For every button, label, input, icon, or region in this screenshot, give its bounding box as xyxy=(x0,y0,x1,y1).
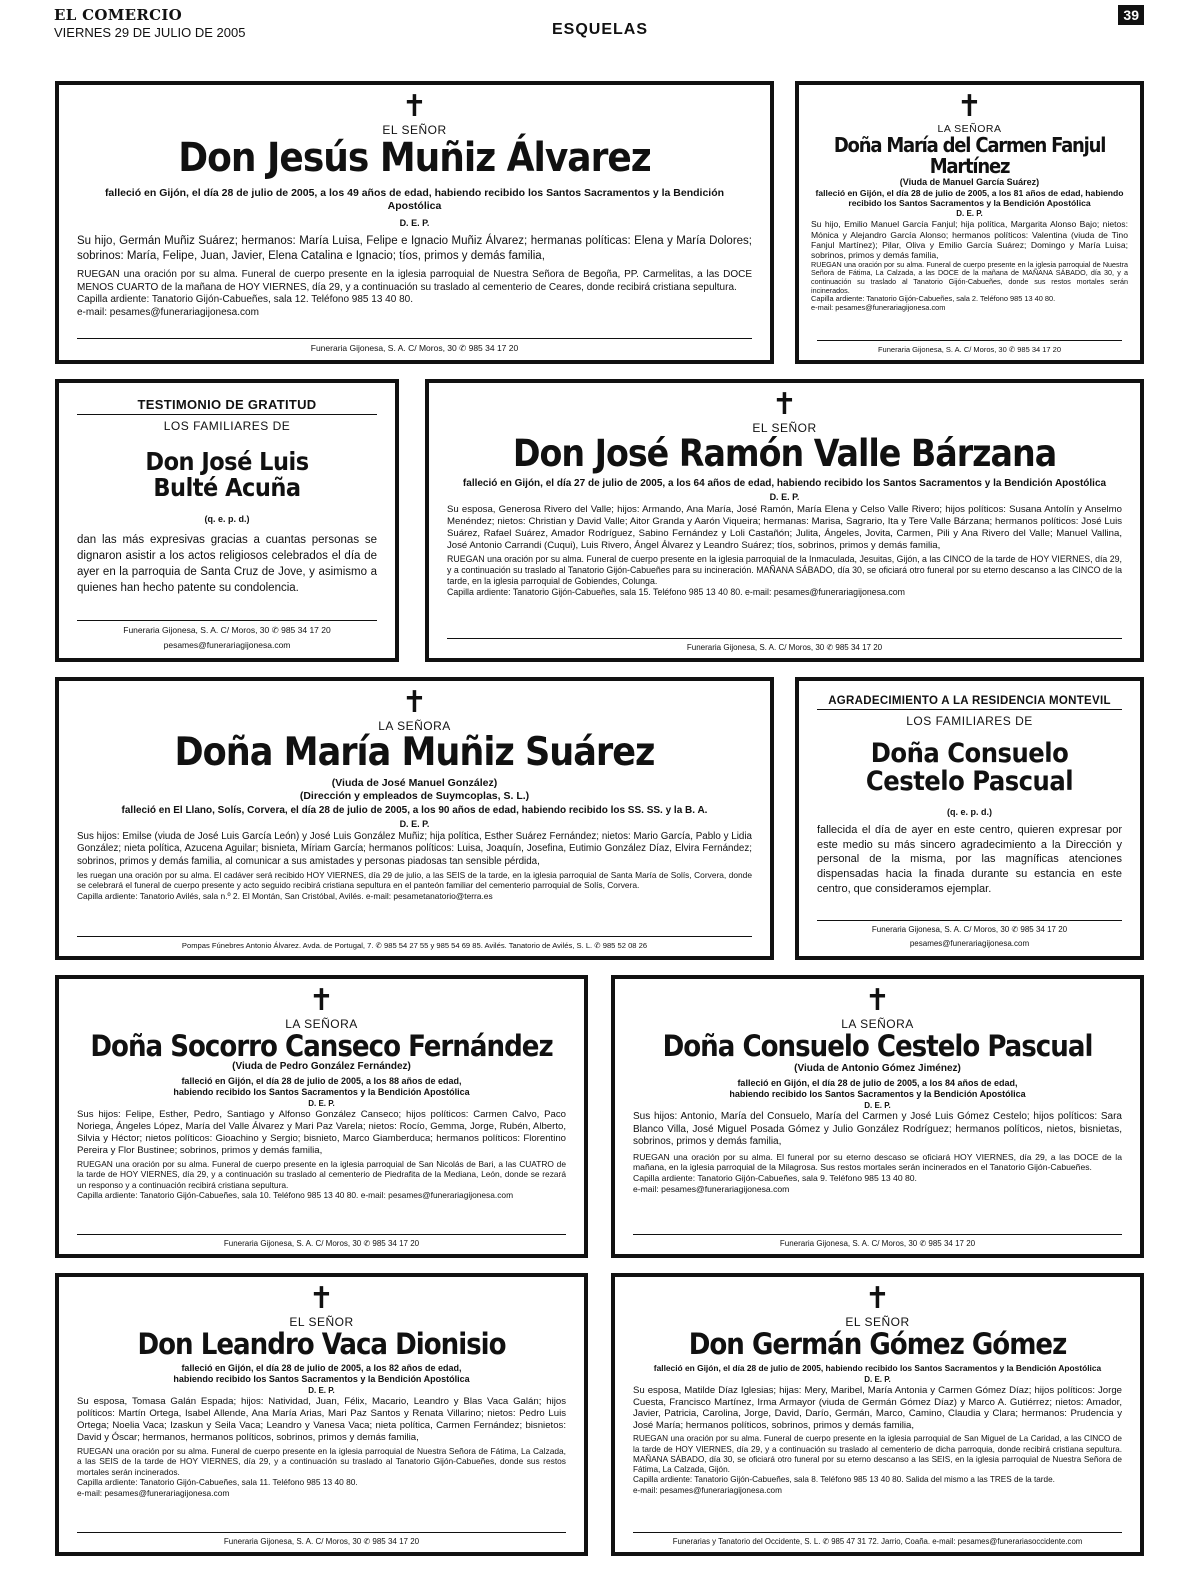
death-details-line2: habiendo recibido los Santos Sacramentos y la Bendición Apostólica xyxy=(729,1089,1026,1100)
obituary-german-gomez xyxy=(611,1273,1144,1556)
funeral-home: Funeraria Gijonesa, S. A. C/ Moros, 30 ✆ 985 34 17 20 xyxy=(77,1532,566,1546)
dep: D. E. P. xyxy=(769,491,800,502)
honorific: EL SEÑOR xyxy=(752,421,817,435)
death-details-line2: habiendo recibido los Santos Sacramentos y la Bendición Apostólica xyxy=(173,1374,470,1385)
honorific: LA SEÑORA xyxy=(937,123,1002,135)
gratitude-heading: AGRADECIMIENTO A LA RESIDENCIA MONTEVIL xyxy=(817,695,1122,710)
cross-icon: ✝ xyxy=(864,1281,891,1316)
cross-icon: ✝ xyxy=(771,387,798,422)
funeral-text: RUEGAN una oración por su alma. El funeral por su eterno descaso se oficiará HOY VIERNES, día 29, a las DOCE de la mañana, en la iglesia parroquial de la Milagrosa. Sus restos mortales serán incinerados en el Tanatorio Gijón-Cabueñes. xyxy=(633,1151,1122,1173)
death-details: falleció en Gijón, el día 28 de julio de 2005, a los 49 años de edad, habiendo recibido los Santos Sacramentos y la Bendición Apostólica xyxy=(104,187,725,212)
obituary-consuelo-cestelo xyxy=(611,975,1144,1258)
gratitude-text: dan las más expresivas gracias a cuantas personas se dignaron asistir a los actos religiosos celebrados el día de ayer en la parroquia de Santa Cruz de Jove, y asimismo a quienes han hecho patente su condolencia. xyxy=(77,533,377,594)
widow-of: (Viuda de Pedro González Fernández) xyxy=(232,1061,411,1073)
deceased-name: Don José Ramón Valle Bárzana xyxy=(512,432,1057,475)
company-line: (Dirección y empleados de Suymcoplas, S. L.) xyxy=(299,789,530,802)
honorific: LA SEÑORA xyxy=(378,719,451,733)
email-info: pesames@funerariagijonesa.com xyxy=(909,939,1030,948)
gratitude-jose-luis-bulte xyxy=(55,379,399,662)
cross-icon: ✝ xyxy=(308,1281,335,1316)
widow-of: (Viuda de Antonio Gómez Jiménez) xyxy=(794,1063,961,1075)
qepd: (q. e. p. d.) xyxy=(947,806,992,817)
honorific: LA SEÑORA xyxy=(841,1017,914,1031)
honorific: EL SEÑOR xyxy=(289,1315,354,1329)
honorific: EL SEÑOR xyxy=(382,123,447,137)
deceased-name: Doña María del Carmen Fanjul Martínez xyxy=(833,133,1106,178)
funeral-home: Funeraria Gijonesa, S. A. C/ Moros, 30 ✆ 985 34 17 20 xyxy=(817,920,1122,934)
funeral-home: Funerarias y Tanatorio del Occidente, S. L. ✆ 985 47 31 72. Jarrio, Coaña. e-mail: pesames@funerariasoccidente.com xyxy=(633,1532,1122,1546)
funeral-home: Funeraria Gijonesa, S. A. C/ Moros, 30 ✆ 985 34 17 20 xyxy=(77,1234,566,1248)
death-details: falleció en Gijón, el día 27 de julio de 2005, a los 64 años de edad, habiendo recibido los Santos Sacramentos y la Bendición Apostólica xyxy=(462,477,1107,489)
cross-icon: ✝ xyxy=(864,983,891,1018)
obituary-jose-ramon-valle xyxy=(425,379,1144,662)
email-info: e-mail: pesames@funerariagijonesa.com xyxy=(633,1183,790,1194)
dep: D. E. P. xyxy=(956,209,983,219)
obituary-maria-muniz xyxy=(55,677,774,960)
deceased-name: Don Germán Gómez Gómez xyxy=(688,1327,1067,1361)
wake-info: Capilla ardiente: Tanatorio Gijón-Cabueñes, sala 11. Teléfono 985 13 40 80. xyxy=(77,1477,358,1488)
deceased-name: Doña Consuelo Cestelo Pascual xyxy=(662,1029,1093,1063)
email-info: e-mail: pesames@funerariagijonesa.com xyxy=(77,306,259,318)
wake-info: Capilla ardiente: Tanatorio Gijón-Cabueñes, sala 12. Teléfono 985 13 40 80. xyxy=(77,294,413,306)
obituary-socorro-canseco xyxy=(55,975,588,1258)
page-number: 39 xyxy=(1118,5,1144,25)
funeral-text: RUEGAN una oración por su alma. Funeral de cuerpo presente en la iglesia parroquial de la Inmaculada, Jesuitas, Gijón, a las CINCO de la tarde de HOY VIERNES, día 29, y a continuación su traslado al Tanatorio Gijón-Cabueñes para su incineración. MAÑANA SÁBADO, día 30, se oficiará otro funeral por su eterno descanso a las CINCO de la tarde, en la iglesia parroquial de Gobiendes, Colunga. xyxy=(447,553,1122,586)
wake-info: Capilla ardiente: Tanatorio Gijón-Cabueñes, sala 15. Teléfono 985 13 40 80. e-mail: pesames@funerariagijonesa.com xyxy=(447,586,906,597)
death-details-line1: falleció en Gijón, el día 28 de julio de 2005, a los 88 años de edad, xyxy=(181,1076,462,1087)
funeral-home: Pompas Fúnebres Antonio Álvarez. Avda. de Portugal, 7. ✆ 985 54 27 55 y 985 54 69 85. Avilés. Tanatorio de Avilés, S. L. ✆ 985 52 08 26 xyxy=(77,936,752,950)
family-line: LOS FAMILIARES DE xyxy=(906,714,1033,728)
qepd: (q. e. p. d.) xyxy=(204,513,250,524)
funeral-text: RUEGAN una oración por su alma. Funeral de cuerpo presente en la iglesia parroquial de Nuestra Señora de Begoña, PP. Carmelitas, a las DOCE MENOS CUARTO de la mañana de HOY VIERNES, día 29, y a continuación su traslado al cementerio de Ceares, donde recibirá cristiana sepultura. xyxy=(77,269,752,293)
funeral-home: Funeraria Gijonesa, S. A. C/ Moros, 30 ✆ 985 34 17 20 xyxy=(77,620,377,636)
email-info: e-mail: pesames@funerariagijonesa.com xyxy=(77,1487,230,1498)
family-text: Su esposa, Generosa Rivero del Valle; hijos: Armando, Ana María, José Ramón, María Elena y Celso Valle Rivero; hijos políticos: Susana Antolín y Anselmo Menéndez; nietos: Christian y David Valle; Aitor Granda y Aarón Viqueira; hermanas: Marisa, Sagrario, Ita y Tere Valle Bárzana; hermanos políticos: José Luis Suárez, Rafael Suárez, Amador Rodríguez, Sabino Fernández y Loli Castañón; Julita, Ángeles, Jovita, Carmen, Pili y Ana Rivero del Valle; Manuel Vallina, José Antonio Carrandi (Cuqui), Luis Rivero, Ángel Álvarez y Leandro Suárez; tíos, sobrinos, primos y demás familia, xyxy=(447,503,1122,551)
family-text: Sus hijos: Felipe, Esther, Pedro, Santiago y Alfonso González Canseco; hijos políticos: Carmen Calvo, Paco Noriega, Ángeles López, María del Valle Álvarez y Mari Paz Varela; nietos: Rocío, Gemma, Jorge, Rubén, Alberto, Silvia y Héctor; nietos políticos: Gioachino y Sergio; bisnieto, Marco Giamberduca; hermanos políticos: Florentino Pereira y Flor Bustinee; sobrinos, primos y demás familia, xyxy=(77,1109,566,1156)
issue-date: VIERNES 29 DE JULIO DE 2005 xyxy=(54,25,246,40)
funeral-text: RUEGAN una oración por su alma. Funeral de cuerpo presente en la iglesia parroquial de San Miguel de La Caridad, a las CINCO de la tarde de HOY VIERNES, día 29, y a continuación su traslado al cementerio de dicha parroquia, donde recibirá cristiana sepultura. MAÑANA SÁBADO, día 30, se oficiará otro funeral por su eterno descanso a las SEIS, en la iglesia parroquial de Nuestra Señora de Fátima, La Calzada, Gijón. xyxy=(633,1434,1122,1475)
death-details-line1: falleció en Gijón, el día 28 de julio de 2005, a los 82 años de edad, xyxy=(181,1363,462,1374)
family-text: Su hijo, Emilio Manuel García Fanjul; hija política, Margarita Alonso Bajo; nietos: Mónica y Alejandro García Alonso; hermanos políticos: Valentina (viuda de Tino Fanjul Martínez); Pilar, Oliva y Emilio García Suárez; Domingo y María Luisa; sobrinos, primos y demás familia, xyxy=(811,219,1128,261)
deceased-name-line2: Bulté Acuña xyxy=(153,473,301,503)
widow-of: (Viuda de Manuel García Suárez) xyxy=(899,177,1040,187)
wake-info: Capilla ardiente: Tanatorio Gijón-Cabueñes, sala 8. Teléfono 985 13 40 80. Salida del mismo a las TRES de la tarde. xyxy=(633,1475,1055,1485)
dep: D. E. P. xyxy=(308,1099,335,1109)
cross-icon: ✝ xyxy=(956,89,983,124)
deceased-name: Doña Socorro Canseco Fernández xyxy=(90,1029,553,1063)
deceased-name: Don Leandro Vaca Dionisio xyxy=(137,1327,506,1361)
family-line: LOS FAMILIARES DE xyxy=(163,419,291,433)
dep: D. E. P. xyxy=(399,218,430,229)
wake-info: Capilla ardiente: Tanatorio Gijón-Cabueñes, sala 9. Teléfono 985 13 40 80. xyxy=(633,1173,917,1183)
gratitude-heading: TESTIMONIO DE GRATITUD xyxy=(77,397,377,415)
funeral-home: Funeraria Gijonesa, S. A. C/ Moros, 30 ✆ 985 34 17 20 xyxy=(77,338,752,354)
obituary-leandro-vaca xyxy=(55,1273,588,1556)
funeral-home: Funeraria Gijonesa, S. A. C/ Moros, 30 ✆ 985 34 17 20 xyxy=(817,340,1122,354)
funeral-text: RUEGAN una oración por su alma. Funeral de cuerpo presente en la iglesia parroquial de Nuestra Señora de Fátima, La Calzada, a las DOCE de la mañana de MAÑANA SÁBADO, día 30, y a continuación su traslado al Tanatorio Gijón-Cabueñes, donde sus restos mortales serán incinerados. xyxy=(811,259,1128,295)
death-details: falleció en Gijón, el día 28 de julio de 2005, habiendo recibido los Santos Sacramentos y la Bendición Apostólica xyxy=(653,1363,1102,1374)
obituary-carmen-fanjul xyxy=(795,81,1144,364)
dep: D. E. P. xyxy=(864,1101,891,1111)
deceased-name-line2: Cestelo Pascual xyxy=(865,766,1074,798)
family-text: Su esposa, Matilde Díaz Iglesias; hijas: Mery, Maribel, María Antonia y Carmen Gómez Díaz; hijos políticos: Jorge Cuesta, Francisco Martínez, Irma Armayor (viuda de Germán Gómez Díaz) y Marco A. Gutiérrez; nietos: Amador, Javier, Patricia, Carolina, Jorge, David, Darío, Germán, Marco, Camino, Claudia y Clara; hermanos: Prudencia y José María; hermanos políticos, sobrinos, primos y demás familia, xyxy=(633,1384,1122,1432)
newspaper-name: EL COMERCIO xyxy=(54,6,183,24)
family-text: Sus hijos: Antonio, María del Consuelo, María del Carmen y José Luis Gómez Cestelo; hijos políticos: Sara Blanco Villa, José Miguel Posada Gómez y Julio González Rodríguez; hermanos políticos, nietos, bisnietas, sobrinos, primos y demás familia, xyxy=(633,1111,1122,1148)
death-details: falleció en El Llano, Solís, Corvera, el día 28 de julio de 2005, a los 90 años de edad, habiendo recibido los SS. SS. y la B. A. xyxy=(121,805,708,817)
dep: D. E. P. xyxy=(864,1374,891,1384)
dep: D. E. P. xyxy=(399,819,430,830)
dep: D. E. P. xyxy=(308,1386,335,1396)
wake-info: Capilla ardiente: Tanatorio Gijón-Cabueñes, sala 10. Teléfono 985 13 40 80. e-mail: pesames@funerariagijonesa.com xyxy=(77,1190,514,1201)
family-text: Su esposa, Tomasa Galán Espada; hijos: Natividad, Juan, Félix, Macario, Leandro y Blas Vaca Galán; hijos políticos: Martín Ortega, Isabel Allende, Ana María Arias, Mari Paz Santos y Renata Villarino; nietos: Pedro Luis Ortega; Noelia Vaca; Izaskun y Seila Vaca; Leandro y Vanesa Vaca; nieta política, Carmen Fernández; bisnietos: David y Óscar; hermanos, hermanos políticos, sobrinos, primos y demás familia, xyxy=(77,1396,566,1443)
gratitude-text: fallecida el día de ayer en este centro, quieren expresar por este medio su más sincero agradecimiento a la Dirección y personal de la misma, por las magníficas atenciones dispensadas hacia la finada durante su estancia en este centro, que consideramos ejemplar. xyxy=(817,823,1122,896)
widow-of: (Viuda de José Manuel González) xyxy=(331,776,498,789)
cross-icon: ✝ xyxy=(308,983,335,1018)
honorific: LA SEÑORA xyxy=(285,1017,358,1031)
funeral-text: RUEGAN una oración por su alma. Funeral de cuerpo presente en la iglesia parroquial de San Nicolás de Bari, a las CUATRO de la tarde de HOY VIERNES, día 29, y a continuación su traslado al cementerio de Piedrafita de la Mediana, León, donde se rezará un responso y a continuación recibirá cristiana sepultura. xyxy=(77,1158,566,1190)
deceased-name: Don Jesús Muñiz Álvarez xyxy=(178,135,651,181)
honorific: EL SEÑOR xyxy=(845,1315,910,1329)
funeral-text: les ruegan una oración por su alma. El cadáver será recibido HOY VIERNES, día 29 de julio, a las SEIS de la tarde, en la iglesia parroquial de Santa María de Solís, Corvera, donde se celebrará el funeral de cuerpo presente y acto seguido recibirá cristiana sepultura en el panteón familiar del cementerio parroquial de Solís, Corvera. xyxy=(77,869,752,891)
deceased-name-line1: Doña Consuelo xyxy=(870,738,1069,769)
funeral-home: Funeraria Gijonesa, S. A. C/ Moros, 30 ✆ 985 34 17 20 xyxy=(447,638,1122,652)
family-text: Sus hijos: Emilse (viuda de José Luis García León) y José Luis González Muñiz; hija política, Esther Suárez Fernández; nietos: Mario García, Pablo y Lidia González; nieta política, Azucena Aguilar; bisnieta, Míriam García; hermanos políticos: Luisa, Joaquín, Josefina, Eutimio González Díaz, Elvira Fernández; sobrinos, primos y demás familia, al comunicar a sus amistades y personas piadosas tan sensible pérdida, xyxy=(77,831,752,867)
wake-info: Capilla ardiente: Tanatorio Gijón-Cabueñes, sala 2. Teléfono 985 13 40 80. xyxy=(811,294,1056,304)
email-info: e-mail: pesames@funerariagijonesa.com xyxy=(633,1485,782,1495)
death-details: falleció en Gijón, el día 28 de julio de 2005, a los 81 años de edad, habiendo recibido los Santos Sacramentos y la Bendición Apostólica xyxy=(815,187,1124,209)
funeral-home: Funeraria Gijonesa, S. A. C/ Moros, 30 ✆ 985 34 17 20 xyxy=(633,1234,1122,1248)
death-details-line1: falleció en Gijón, el día 28 de julio de 2005, a los 84 años de edad, xyxy=(737,1078,1018,1089)
email-info: pesames@funerariagijonesa.com xyxy=(163,640,291,650)
cross-icon: ✝ xyxy=(401,685,428,720)
email-info: e-mail: pesames@funerariagijonesa.com xyxy=(811,303,946,313)
death-details-line2: habiendo recibido los Santos Sacramentos y la Bendición Apostólica xyxy=(173,1087,470,1098)
funeral-text: RUEGAN una oración por su alma. Funeral de cuerpo presente en la iglesia parroquial de Nuestra Señora de Fátima, La Calzada, a las SEIS de la tarde de HOY VIERNES, día 29, y a continuación su traslado al Tanatorio Gijón-Cabueñes, donde sus restos mortales serán incinerados. xyxy=(77,1445,566,1477)
wake-info: Capilla ardiente: Tanatorio Avilés, sala n.º 2. El Montán, San Cristóbal, Avilés. e-mail: pesametanatorio@terra.es xyxy=(77,890,493,901)
deceased-name-line1: Don José Luis xyxy=(145,447,309,476)
obituary-jesus-muniz xyxy=(55,81,774,364)
deceased-name: Doña María Muñiz Suárez xyxy=(174,730,655,775)
section-title: ESQUELAS xyxy=(551,21,648,38)
family-text: Su hijo, Germán Muñiz Suárez; hermanos: María Luisa, Felipe e Ignacio Muñiz Álvarez; hermanas políticas: Elena y María Dolores; sobrinos: María, Felipe, Juan, Javier, Elena Catalina e Ignacio; tíos, primos y demás familia, xyxy=(77,235,752,263)
cross-icon: ✝ xyxy=(401,89,428,124)
gratitude-residencia-montevil xyxy=(795,677,1144,960)
